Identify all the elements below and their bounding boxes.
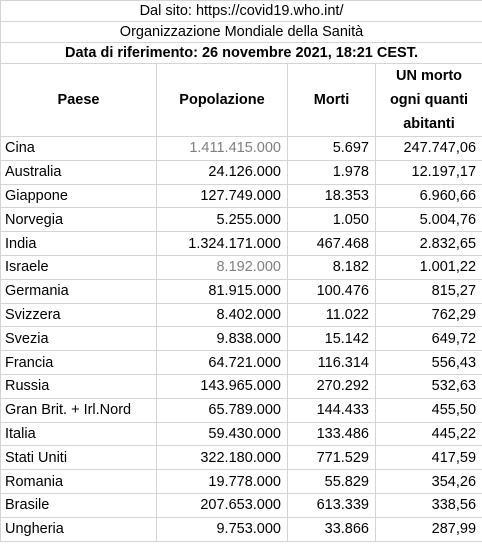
cell-population[interactable]: 19.778.000	[157, 470, 288, 494]
cell-deaths[interactable]: 5.697	[288, 137, 376, 161]
cell-deaths[interactable]: 270.292	[288, 374, 376, 398]
cell-country[interactable]: Svizzera	[1, 303, 157, 327]
table-row	[1, 208, 482, 232]
cell-ratio[interactable]: 532,63	[376, 374, 482, 398]
organization-line[interactable]: Organizzazione Mondiale della Sanità	[1, 22, 482, 43]
cell-country[interactable]: Francia	[1, 351, 157, 375]
cell-ratio[interactable]: 354,26	[376, 470, 482, 494]
cell-ratio[interactable]: 445,22	[376, 422, 482, 446]
cell-ratio[interactable]: 2.832,65	[376, 232, 482, 256]
cell-population[interactable]: 59.430.000	[157, 422, 288, 446]
cell-country[interactable]: Australia	[1, 160, 157, 184]
cell-country[interactable]: Giappone	[1, 184, 157, 208]
cell-population[interactable]: 322.180.000	[157, 446, 288, 470]
table-row	[1, 137, 482, 161]
column-header-country[interactable]: Paese	[1, 64, 157, 137]
table-row	[1, 160, 482, 184]
cell-population[interactable]: 9.753.000	[157, 517, 288, 541]
cell-ratio[interactable]: 6.960,66	[376, 184, 482, 208]
column-header-population[interactable]: Popolazione	[157, 64, 288, 137]
cell-deaths[interactable]: 613.339	[288, 493, 376, 517]
table-row	[1, 351, 482, 375]
cell-deaths[interactable]: 33.866	[288, 517, 376, 541]
cell-population[interactable]: 8.402.000	[157, 303, 288, 327]
cell-ratio[interactable]: 5.004,76	[376, 208, 482, 232]
table-row	[1, 374, 482, 398]
table-row	[1, 184, 482, 208]
cell-population[interactable]: 24.126.000	[157, 160, 288, 184]
cell-deaths[interactable]: 1.978	[288, 160, 376, 184]
cell-deaths[interactable]: 144.433	[288, 398, 376, 422]
cell-country[interactable]: Ungheria	[1, 517, 157, 541]
table-row	[1, 493, 482, 517]
cell-country[interactable]: Italia	[1, 422, 157, 446]
cell-country[interactable]: Romania	[1, 470, 157, 494]
column-header-deaths[interactable]: Morti	[288, 64, 376, 137]
cell-deaths[interactable]: 1.050	[288, 208, 376, 232]
cell-deaths[interactable]: 18.353	[288, 184, 376, 208]
cell-population[interactable]: 8.192.000	[157, 255, 288, 279]
table-row	[1, 279, 482, 303]
cell-country[interactable]: Gran Brit. + Irl.Nord	[1, 398, 157, 422]
source-line[interactable]: Dal sito: https://covid19.who.int/	[1, 1, 482, 22]
cell-deaths[interactable]: 15.142	[288, 327, 376, 351]
cell-population[interactable]: 1.411.415.000	[157, 137, 288, 161]
cell-population[interactable]: 5.255.000	[157, 208, 288, 232]
cell-ratio[interactable]: 762,29	[376, 303, 482, 327]
column-header-ratio-line3: abitanti	[403, 116, 455, 132]
cell-population[interactable]: 127.749.000	[157, 184, 288, 208]
cell-deaths[interactable]: 100.476	[288, 279, 376, 303]
cell-deaths[interactable]: 116.314	[288, 351, 376, 375]
reference-date-line[interactable]: Data di riferimento: 26 novembre 2021, 18:21 CEST.	[1, 43, 482, 64]
column-header-ratio-line1: UN morto	[395, 68, 463, 84]
cell-ratio[interactable]: 338,56	[376, 493, 482, 517]
cell-ratio[interactable]: 556,43	[376, 351, 482, 375]
table-row	[1, 327, 482, 351]
cell-country[interactable]: Stati Uniti	[1, 446, 157, 470]
table-row	[1, 255, 482, 279]
cell-ratio[interactable]: 815,27	[376, 279, 482, 303]
cell-population[interactable]: 207.653.000	[157, 493, 288, 517]
cell-country[interactable]: Russia	[1, 374, 157, 398]
table-row	[1, 398, 482, 422]
cell-population[interactable]: 1.324.171.000	[157, 232, 288, 256]
cell-ratio[interactable]: 649,72	[376, 327, 482, 351]
table-row	[1, 422, 482, 446]
cell-deaths[interactable]: 133.486	[288, 422, 376, 446]
cell-population[interactable]: 81.915.000	[157, 279, 288, 303]
column-header-ratio[interactable]	[376, 64, 482, 137]
cell-deaths[interactable]: 55.829	[288, 470, 376, 494]
cell-deaths[interactable]: 467.468	[288, 232, 376, 256]
cell-country[interactable]: India	[1, 232, 157, 256]
table-row	[1, 232, 482, 256]
cell-deaths[interactable]: 771.529	[288, 446, 376, 470]
cell-country[interactable]: Svezia	[1, 327, 157, 351]
cell-population[interactable]: 65.789.000	[157, 398, 288, 422]
cell-deaths[interactable]: 11.022	[288, 303, 376, 327]
cell-ratio[interactable]: 247.747,06	[376, 137, 482, 161]
cell-population[interactable]: 143.965.000	[157, 374, 288, 398]
cell-deaths[interactable]: 8.182	[288, 255, 376, 279]
cell-ratio[interactable]: 12.197,17	[376, 160, 482, 184]
cell-country[interactable]: Brasile	[1, 493, 157, 517]
cell-ratio[interactable]: 455,50	[376, 398, 482, 422]
cell-ratio[interactable]: 287,99	[376, 517, 482, 541]
column-header-ratio-line2: ogni quanti	[389, 92, 469, 108]
cell-country[interactable]: Germania	[1, 279, 157, 303]
cell-population[interactable]: 9.838.000	[157, 327, 288, 351]
cell-ratio[interactable]: 417,59	[376, 446, 482, 470]
cell-country[interactable]: Cina	[1, 137, 157, 161]
cell-ratio[interactable]: 1.001,22	[376, 255, 482, 279]
cell-country[interactable]: Israele	[1, 255, 157, 279]
table-row	[1, 470, 482, 494]
table-row	[1, 517, 482, 541]
cell-country[interactable]: Norvegia	[1, 208, 157, 232]
table-row	[1, 446, 482, 470]
cell-population[interactable]: 64.721.000	[157, 351, 288, 375]
table-row	[1, 303, 482, 327]
